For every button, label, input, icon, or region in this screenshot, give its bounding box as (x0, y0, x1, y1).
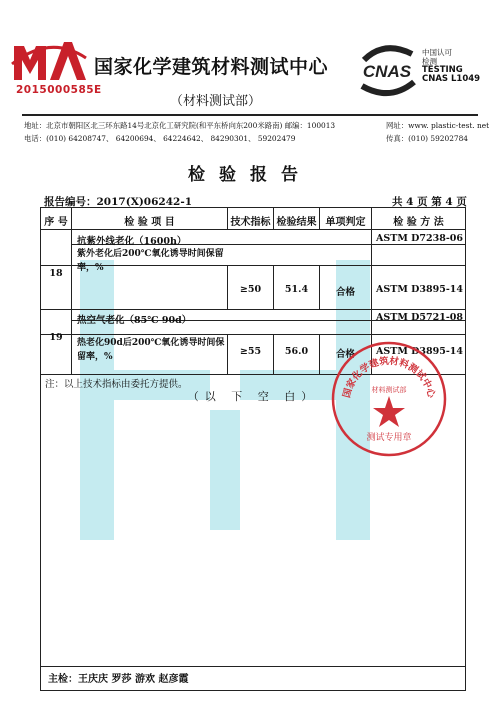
website: 网址：www. plastic-test. net (386, 121, 490, 130)
table-note: 注：以上技术指标由委托方提供。 (45, 379, 188, 390)
page-info: 共 4 页 第 4 页 (392, 196, 467, 208)
report-title: 检验报告 (188, 165, 312, 185)
header-divider (22, 114, 478, 116)
table-rule (41, 334, 465, 335)
row-18-method: ASTM D7238-06 (376, 233, 463, 244)
row-18-sub-method: ASTM D3895-14 (376, 284, 463, 295)
address: 地址：北京市朝阳区北三环东路14号北京化工研究院(和平东桥向东200米路南) 邮编：100013 (24, 121, 336, 130)
cnas-line-4: CNAS L1049 (422, 74, 481, 84)
signers: 主检：王庆庆 罗莎 游欢 赵彦霞 (48, 674, 189, 685)
seal-ring-text: 国家化学建筑材料测试中心 (341, 355, 437, 400)
cnas-line-1: 中国认可 (422, 48, 452, 57)
row-18-item: 抗紫外线老化（1600h） (77, 236, 187, 247)
table-rule (41, 309, 465, 310)
certificate-number: 2015000585E (16, 84, 102, 96)
row-19-sub-method: ASTM D3895-14 (376, 346, 463, 357)
row-19-item: 热空气老化（85℃ 90d） (77, 315, 192, 326)
row-18-sub-item: 紫外老化后200℃氧化诱导时间保留率，% (77, 249, 224, 273)
seal-bottom-text: 测试专用章 (366, 433, 412, 443)
header-seq: 序 号 (44, 217, 68, 228)
row-18-result: 51.4 (284, 284, 309, 295)
organization-department: （材料测试部） (170, 94, 262, 109)
cnas-logo (354, 44, 420, 98)
header-result: 检验结果 (276, 217, 317, 228)
organization-name: 国家化学建筑材料测试中心 (94, 56, 329, 78)
table-rule (71, 208, 72, 374)
table-rule (41, 229, 465, 230)
header-spec: 技术指标 (230, 217, 271, 228)
seal-inner-text: 材料测试部 (371, 386, 407, 394)
row-19-seq: 19 (49, 332, 63, 343)
row-19-spec: ≥55 (239, 346, 262, 357)
row-18-seq: 18 (49, 268, 63, 279)
row-19-method: ASTM D5721-08 (376, 312, 463, 323)
fax: 传真：(010) 59202784 (386, 134, 469, 143)
row-18-spec: ≥50 (239, 284, 262, 295)
phone: 电话：(010) 64208747、 64200694、 64224642、 84290301、 59202479 (24, 134, 296, 143)
blank-marker: （以 下 空 白） (187, 390, 319, 403)
row-19-result: 56.0 (284, 346, 309, 357)
header-method: 检 验 方 法 (393, 217, 444, 228)
row-18-verdict: 合格 (335, 287, 355, 298)
cma-logo (10, 38, 88, 84)
cnas-logo-text: CNAS (362, 62, 412, 81)
row-19-sub-item: 热老化90d后200℃氧化诱导时间保留率，% (77, 338, 225, 362)
row-19-verdict: 合格 (335, 349, 355, 360)
cnas-accreditation-text (422, 48, 480, 84)
header-verdict: 单项判定 (325, 217, 366, 228)
header-item: 检 验 项 目 (124, 217, 175, 228)
cnas-line-2: 检测 (422, 57, 437, 66)
cnas-line-3: TESTING (422, 65, 463, 75)
report-number: 报告编号：2017(X)06242-1 (44, 196, 192, 208)
official-seal (330, 340, 448, 458)
